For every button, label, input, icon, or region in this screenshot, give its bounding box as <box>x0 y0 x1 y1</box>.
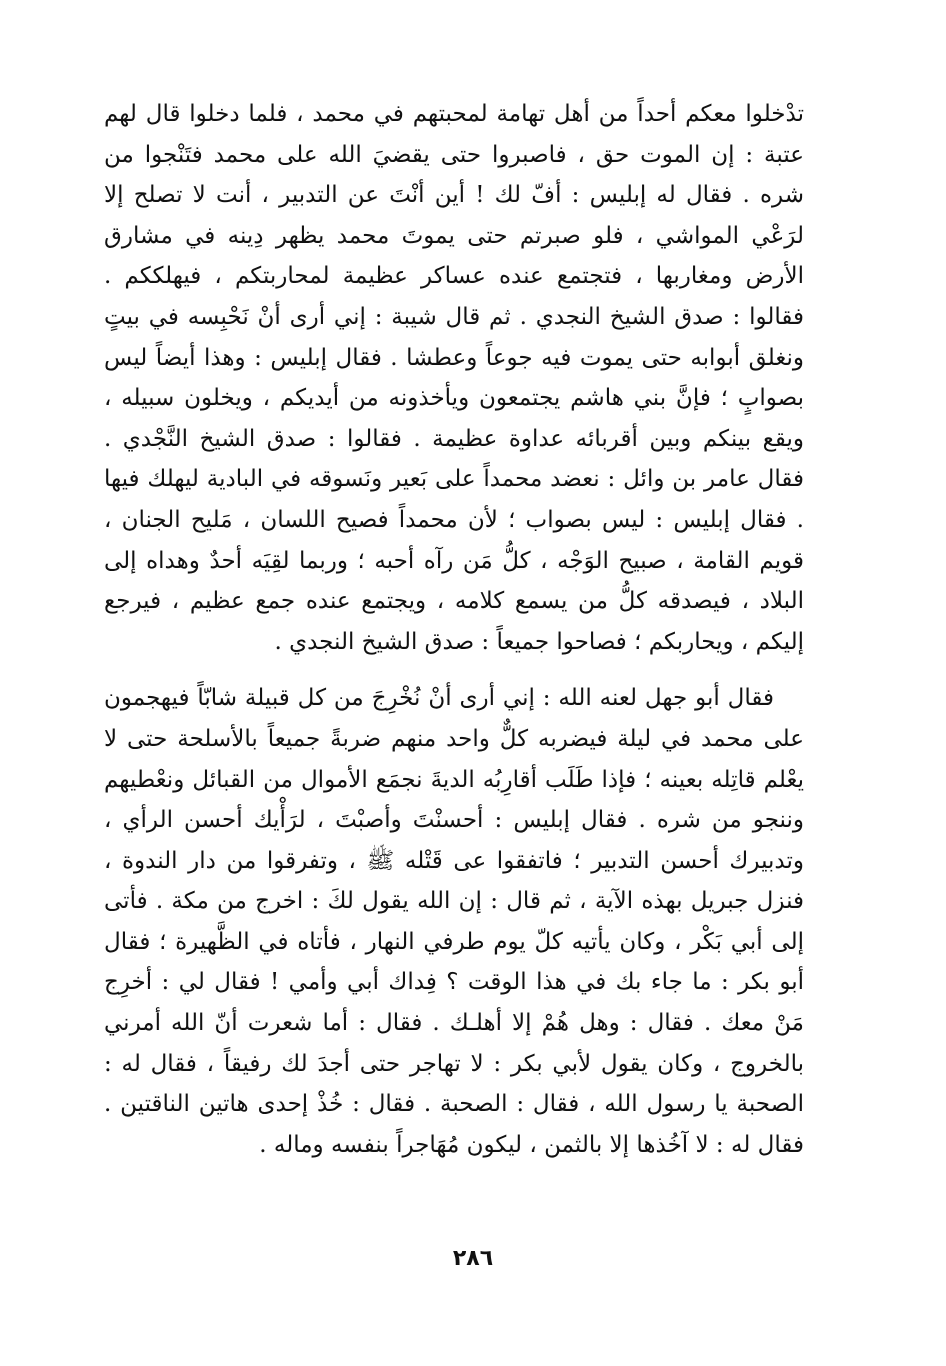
document-page <box>104 94 804 1165</box>
paragraph-2: فقال أبو جهل لعنه الله : إني أرى أنْ نُخْرِجَ من كل قبيلة شابّاً فيهجمون على محمد في ليلة فيضربه كلٌّ واحد منهم ضربةً جميعاً بالأسلحة حتى لا يعْلم قاتِله بعينه ؛ فإذا طَلَب أقارِبُه الديةَ نجمَع الأموال من القبائل ونعْطيهم وننجو من شره . فقال إبليس : أحسنْتَ وأصبْتَ ، لرَأْيك أحسن الرأي ، وتدبيرك أحسن التدبير ؛ فاتفقوا عى قَتْله ﷺ ، وتفرقوا من دار الندوة ، فنزل جبريل بهذه الآية ، ثم قال : إن الله يقول لكَ : اخرج من مكة . فأتى إلى أبي بَكْر ، وكان يأتيه كلّ يوم طرفي النهار ، فأتاه في الظَّهيرة ؛ فقال أبو بكر : ما جاء بك في هذا الوقت ؟ فِداك أبي وأمي ! فقال لي : أخرِج مَنْ معك . فقال : وهل هُمْ إلا أهلـك . فقال : أما شعرت أنّ الله أمرني بالخروج ، وكان يقول لأبي بكر : لا تهاجر حتى أجدَ لك رفيقاً ، فقال له : الصحبة يا رسول الله ، فقال : الصحبة . فقال : خُذْ إحدى هاتين الناقتين . فقال له : لا آخُذها إلا بالثمن ، ليكون مُهَاجراً بنفسه وماله . <box>104 685 804 1158</box>
paragraph-1: تدْخلوا معكم أحداً من أهل تهامة لمحبتهم في محمد ، فلما دخلوا قال لهم عتبة : إن الموت حق ، فاصبروا حتى يقضيَ الله على محمد فتَنْجوا من شره . فقال له إبليس : أفّ لك ! أين أنْتَ عن التدبير ، أنت لا تصلح إلا لرَعْي المواشي ، فلو صبرتم حتى يموتَ محمد يظهر دِينه في مشارق الأرض ومغاربها ، فتجتمع عنده عساكر عظيمة لمحاربتكم ، فيهلككم . فقالوا : صدق الشيخ النجدي . ثم قال شيبة : إني أرى أنْ نَحْبِسه في بيتٍ ونغلق أبوابه حتى يموت فيه جوعاً وعطشا . فقال إبليس : وهذا أيضاً ليس بصوابٍ ؛ فإنَّ بني هاشم يجتمعون ويأخذونه من أيديكم ، ويخلون سبيله ، ويقع بينكم وبين أقربائه عداوة عظيمة . فقالوا : صدق الشيخ النَّجْدي . فقال عامر بن وائل : نعضد محمداً على بَعير ونَسوقه في البادية ليهلك فيها . فقال إبليس : ليس بصواب ؛ لأن محمداً فصيح اللسان ، مَليح الجنان ، قويم القامة ، صبيح الوَجْه ، كلُّ مَن رآه أحبه ؛ وربما لقِيَه أحدٌ وهداه إلى البلاد ، فيصدقه كلُّ من يسمع كلامه ، ويجتمع عنده جمع عظيم ، فيرجع إليكم ، ويحاربكم ؛ فصاحوا جميعاً : صدق الشيخ النجدي . <box>104 101 804 655</box>
page-number: ٢٨٦ <box>452 1246 494 1271</box>
